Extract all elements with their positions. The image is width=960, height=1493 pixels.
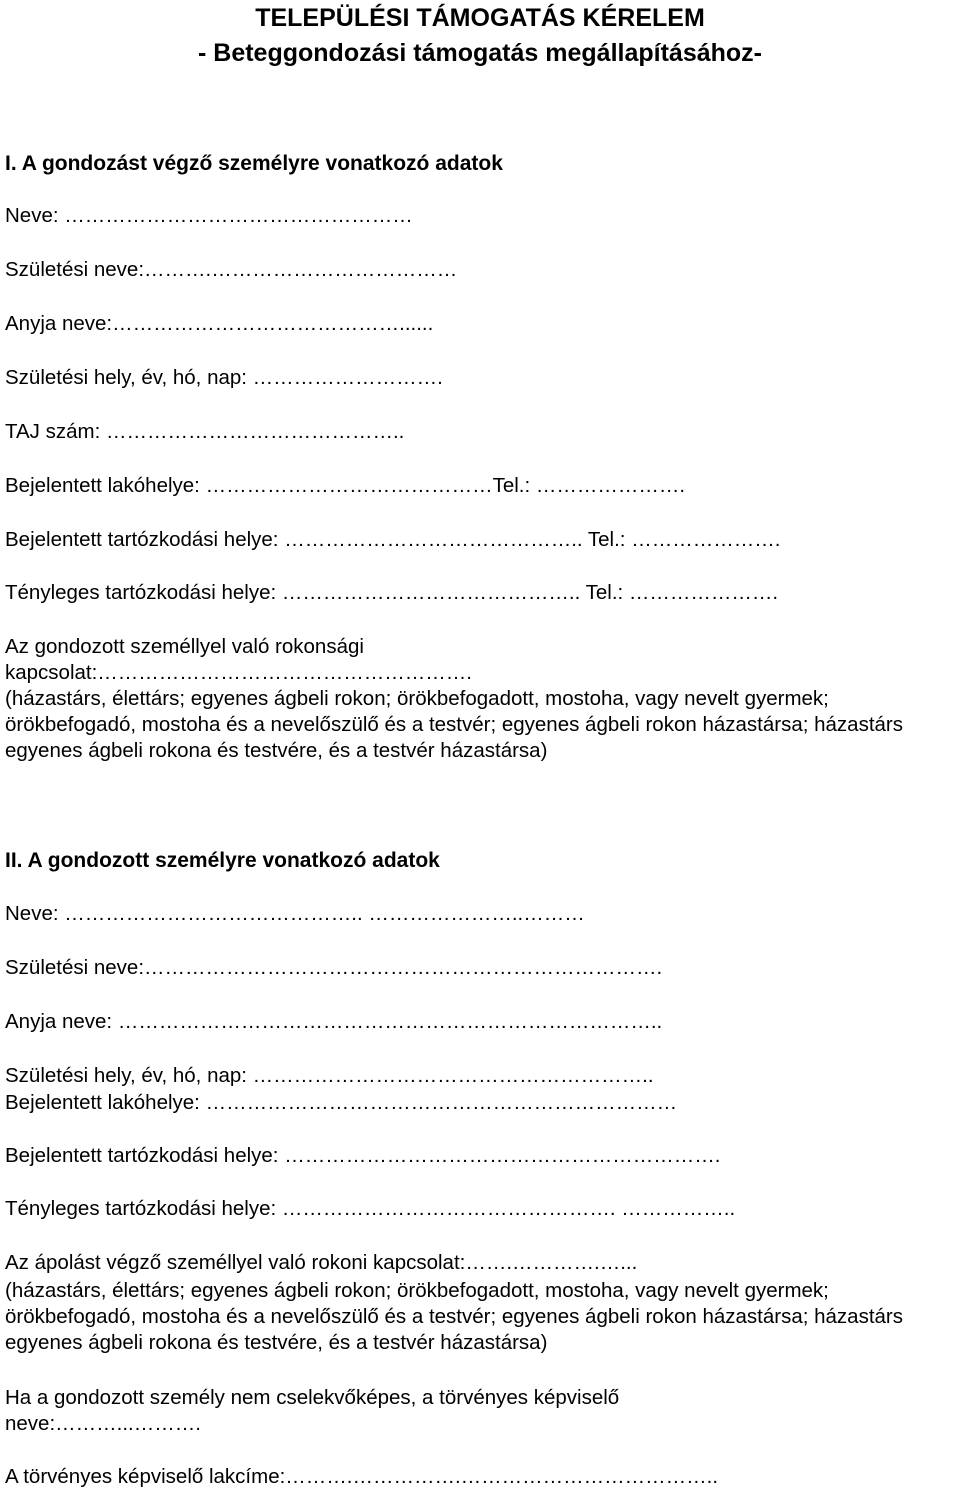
- patient-birth-place-date-field: Születési hely, év, hó, nap: …………………………………………………..: [5, 1064, 654, 1087]
- caregiver-registered-stay-field: Bejelentett tartózkodási helye: …………………………………….. Tel.: ………………….: [5, 528, 781, 551]
- document-title: TELEPÜLÉSI TÁMOGATÁS KÉRELEM: [255, 4, 705, 32]
- caregiver-birth-place-date-field: Születési hely, év, hó, nap: ……………………….: [5, 366, 443, 389]
- caregiver-residence-field: Bejelentett lakóhelye: ……………………………………Tel.: ………………….: [5, 474, 686, 497]
- document-subtitle: - Beteggondozási támogatás megállapításához-: [198, 39, 762, 67]
- patient-birth-name-field: Születési neve:………………………………………………………………….: [5, 956, 663, 979]
- caregiver-relationship-field: kapcsolat:……………………………………………….: [5, 661, 472, 684]
- patient-caregiver-relationship-field: Az ápolást végző személlyel való rokoni kapcsolat:…….………….…...: [5, 1251, 638, 1274]
- section-2-heading: II. A gondozott személyre vonatkozó adatok: [5, 849, 440, 872]
- caregiver-birth-name-field: Születési neve:……….………………………………: [5, 258, 458, 281]
- patient-actual-stay-field: Tényleges tartózkodási helye: …………………………………………. ……………..: [5, 1197, 736, 1220]
- patient-mother-name-field: Anyja neve: ……………………………………………………………………..: [5, 1010, 663, 1033]
- caregiver-taj-field: TAJ szám: ……………………………………..: [5, 420, 405, 443]
- caregiver-mother-name-field: Anyja neve:……………………………………......: [5, 312, 434, 335]
- patient-relationship-note: (házastárs, élettárs; egyenes ágbeli rokon; örökbefogadott, mostoha, vagy nevelt gyermek; örökbefogadó, mostoha és a nevelőszülő és a testvér; egyenes ágbeli rokon házastársa; házastárs egyenes ágbeli rokona és testvére, és a testvér házastársa): [5, 1279, 903, 1354]
- section-1-heading: I. A gondozást végző személyre vonatkozó adatok: [5, 152, 503, 175]
- patient-name-field: Neve: …………………………………….. …………………..………: [5, 902, 585, 925]
- patient-registered-stay-field: Bejelentett tartózkodási helye: ……………………………………………………….: [5, 1144, 721, 1167]
- caregiver-name-field: Neve: ……………………………………………: [5, 204, 413, 227]
- legal-representative-label: Ha a gondozott személy nem cselekvőképes, a törvényes képviselő: [5, 1386, 620, 1409]
- caregiver-actual-stay-field: Tényleges tartózkodási helye: …………………………………….. Tel.: ………………….: [5, 581, 779, 604]
- caregiver-relationship-label: Az gondozott személlyel való rokonsági: [5, 635, 364, 658]
- patient-residence-field: Bejelentett lakóhelye: ……………………………………………………………: [5, 1091, 678, 1114]
- legal-representative-name-field: neve:………...……….: [5, 1412, 201, 1435]
- legal-representative-address-field: A törvényes képviselő lakcíme:……….…………….………………………………..: [5, 1465, 719, 1488]
- caregiver-relationship-note: (házastárs, élettárs; egyenes ágbeli rokon; örökbefogadott, mostoha, vagy nevelt gyermek; örökbefogadó, mostoha és a nevelőszülő és a testvér; egyenes ágbeli rokon házastársa; házastárs egyenes ágbeli rokona és testvére, és a testvér házastársa): [5, 687, 903, 762]
